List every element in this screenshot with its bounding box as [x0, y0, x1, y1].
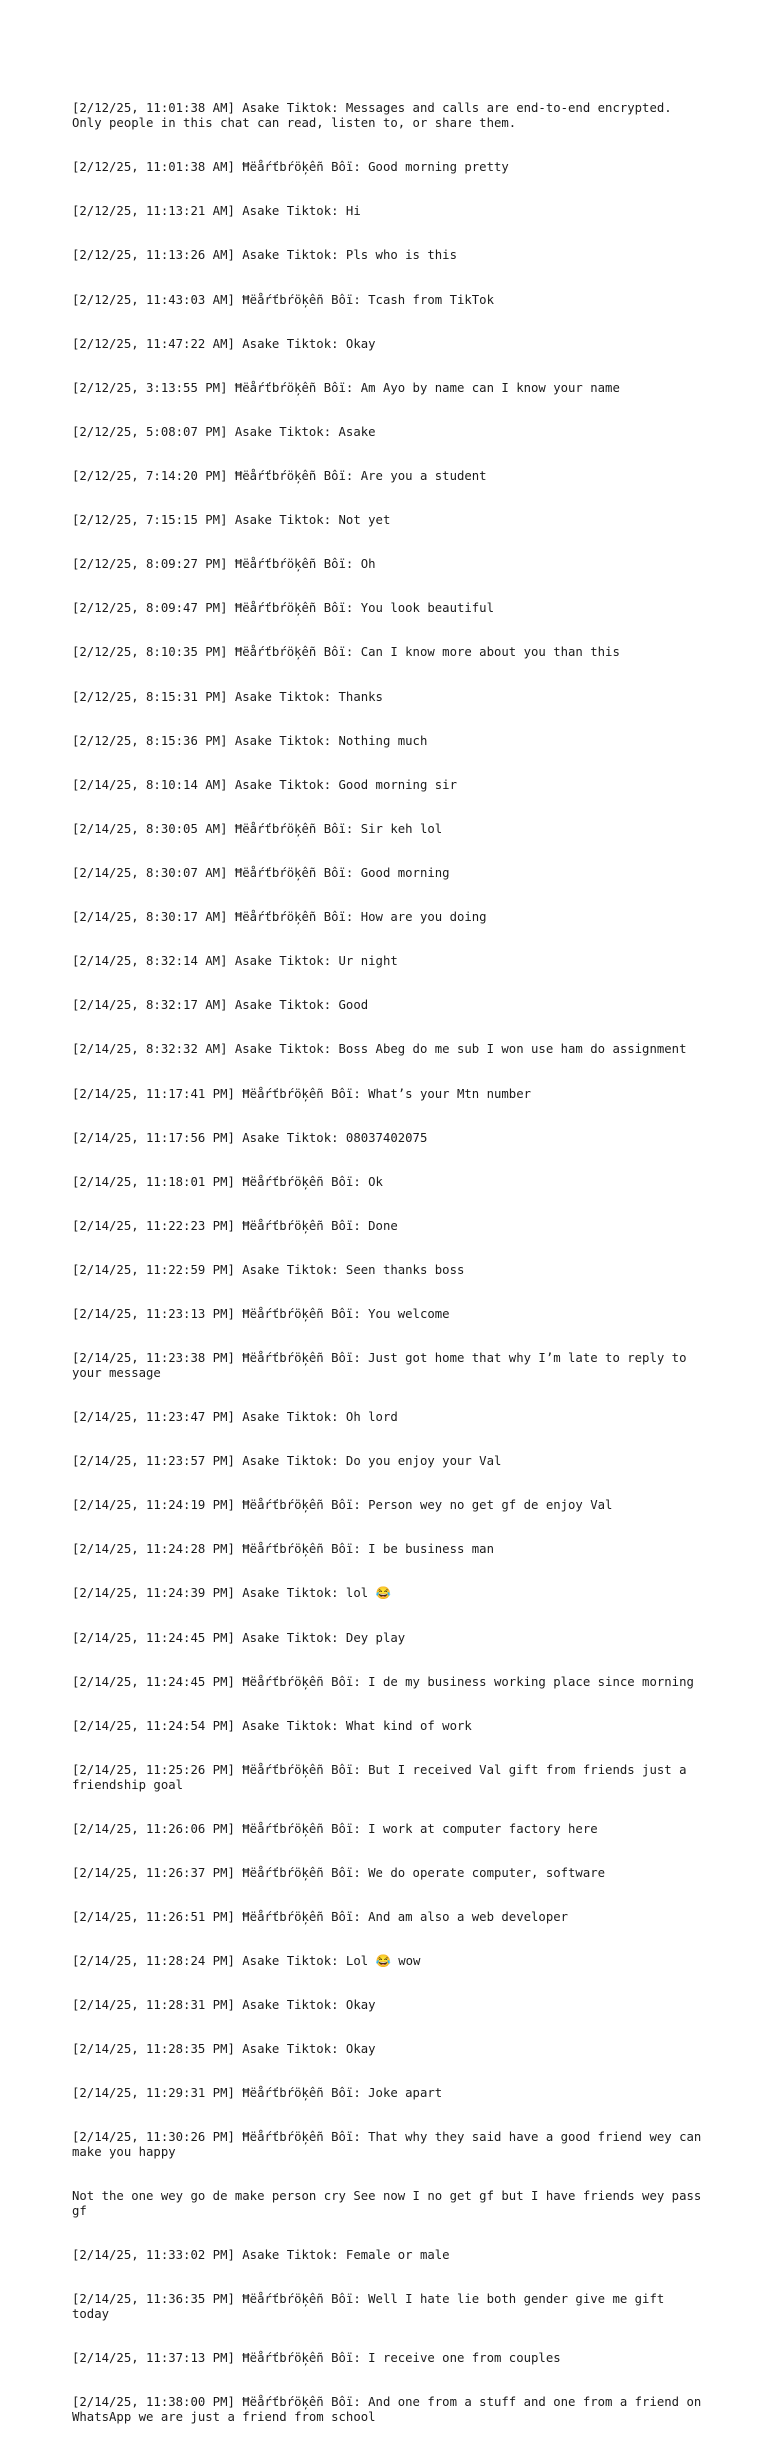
chat-line-18: [2/14/25, 8:30:07 AM] Ħëåŕťbŕöķêñ Bôï: Good morning — [72, 865, 450, 880]
chat-line-15: [2/12/25, 8:15:36 PM] Asake Tiktok: Nothing much — [72, 733, 428, 748]
chat-line-50: [2/14/25, 11:37:13 PM] Ħëåŕťbŕöķêñ Bôï: I receive one from couples — [72, 2350, 561, 2365]
chat-export-document — [72, 72, 709, 2439]
chat-line-30: [2/14/25, 11:23:47 PM] Asake Tiktok: Oh lord — [72, 1409, 398, 1424]
chat-line-38: [2/14/25, 11:25:26 PM] Ħëåŕťbŕöķêñ Bôï: But I received Val gift from friends just a friendship goal — [72, 1762, 694, 1792]
chat-line-16: [2/14/25, 8:10:14 AM] Asake Tiktok: Good morning sir — [72, 777, 457, 792]
chat-line-10: [2/12/25, 7:15:15 PM] Asake Tiktok: Not yet — [72, 513, 391, 528]
chat-line-14: [2/12/25, 8:15:31 PM] Asake Tiktok: Thanks — [72, 689, 383, 704]
chat-line-23: [2/14/25, 11:17:41 PM] Ħëåŕťbŕöķêñ Bôï: What’s your Mtn number — [72, 1086, 532, 1101]
chat-line-1: [2/12/25, 11:01:38 AM] Asake Tiktok: Messages and calls are end-to-end encrypted. Only people in this chat can read, listen to, or share them. — [72, 101, 680, 131]
chat-line-37: [2/14/25, 11:24:54 PM] Asake Tiktok: What kind of work — [72, 1718, 472, 1733]
chat-line-24: [2/14/25, 11:17:56 PM] Asake Tiktok: 08037402075 — [72, 1130, 428, 1145]
chat-line-47: Not the one wey go de make person cry See now I no get gf but I have friends wey pass gf — [72, 2189, 709, 2218]
chat-line-11: [2/12/25, 8:09:27 PM] Ħëåŕťbŕöķêñ Bôï: Oh — [72, 557, 376, 572]
chat-line-36: [2/14/25, 11:24:45 PM] Ħëåŕťbŕöķêñ Bôï: I de my business working place since morning — [72, 1674, 694, 1689]
chat-line-19: [2/14/25, 8:30:17 AM] Ħëåŕťbŕöķêñ Bôï: How are you doing — [72, 910, 487, 925]
chat-line-49: [2/14/25, 11:36:35 PM] Ħëåŕťbŕöķêñ Bôï: Well I hate lie both gender give me gift today — [72, 2292, 672, 2321]
chat-line-3: [2/12/25, 11:13:21 AM] Asake Tiktok: Hi — [72, 204, 361, 219]
chat-line-33: [2/14/25, 11:24:28 PM] Ħëåŕťbŕöķêñ Bôï: I be business man — [72, 1542, 494, 1557]
chat-line-42: [2/14/25, 11:28:24 PM] Asake Tiktok: Lol 😂 wow — [72, 1954, 421, 1968]
chat-line-46: [2/14/25, 11:30:26 PM] Ħëåŕťbŕöķêñ Bôï: That why they said have a good friend wey can make you happy — [72, 2130, 709, 2160]
chat-line-2: [2/12/25, 11:01:38 AM] Ħëåŕťbŕöķêñ Bôï: Good morning pretty — [72, 160, 509, 175]
chat-line-32: [2/14/25, 11:24:19 PM] Ħëåŕťbŕöķêñ Bôï: Person wey no get gf de enjoy Val — [72, 1498, 613, 1513]
chat-line-43: [2/14/25, 11:28:31 PM] Asake Tiktok: Okay — [72, 1998, 376, 2013]
chat-line-12: [2/12/25, 8:09:47 PM] Ħëåŕťbŕöķêñ Bôï: You look beautiful — [72, 601, 494, 616]
chat-line-6: [2/12/25, 11:47:22 AM] Asake Tiktok: Okay — [72, 336, 376, 351]
chat-line-35: [2/14/25, 11:24:45 PM] Asake Tiktok: Dey play — [72, 1630, 406, 1645]
chat-line-51: [2/14/25, 11:38:00 PM] Ħëåŕťbŕöķêñ Bôï: And one from a stuff and one from a friend on WhatsApp we are just a friend from school — [72, 2395, 709, 2424]
chat-line-34: [2/14/25, 11:24:39 PM] Asake Tiktok: lol 😂 — [72, 1586, 391, 1601]
chat-line-41: [2/14/25, 11:26:51 PM] Ħëåŕťbŕöķêñ Bôï: And am also a web developer — [72, 1909, 569, 1924]
chat-line-48: [2/14/25, 11:33:02 PM] Asake Tiktok: Female or male — [72, 2248, 450, 2263]
chat-line-40: [2/14/25, 11:26:37 PM] Ħëåŕťbŕöķêñ Bôï: We do operate computer, software — [72, 1865, 606, 1880]
chat-line-44: [2/14/25, 11:28:35 PM] Asake Tiktok: Okay — [72, 2042, 376, 2057]
chat-line-45: [2/14/25, 11:29:31 PM] Ħëåŕťbŕöķêñ Bôï: Joke apart — [72, 2086, 443, 2101]
chat-line-4: [2/12/25, 11:13:26 AM] Asake Tiktok: Pls who is this — [72, 248, 457, 263]
chat-line-39: [2/14/25, 11:26:06 PM] Ħëåŕťbŕöķêñ Bôï: I work at computer factory here — [72, 1821, 598, 1836]
chat-line-7: [2/12/25, 3:13:55 PM] Ħëåŕťbŕöķêñ Bôï: Am Ayo by name can I know your name — [72, 380, 620, 395]
chat-line-9: [2/12/25, 7:14:20 PM] Ħëåŕťbŕöķêñ Bôï: Are you a student — [72, 468, 487, 483]
chat-line-5: [2/12/25, 11:43:03 AM] Ħëåŕťbŕöķêñ Bôï: Tcash from TikTok — [72, 292, 494, 307]
chat-line-17: [2/14/25, 8:30:05 AM] Ħëåŕťbŕöķêñ Bôï: Sir keh lol — [72, 821, 443, 836]
chat-line-13: [2/12/25, 8:10:35 PM] Ħëåŕťbŕöķêñ Bôï: Can I know more about you than this — [72, 645, 620, 660]
chat-line-29: [2/14/25, 11:23:38 PM] Ħëåŕťbŕöķêñ Bôï: Just got home that why I’m late to reply to your message — [72, 1351, 694, 1380]
chat-line-20: [2/14/25, 8:32:14 AM] Asake Tiktok: Ur night — [72, 954, 398, 969]
chat-line-21: [2/14/25, 8:32:17 AM] Asake Tiktok: Good — [72, 998, 369, 1013]
chat-line-8: [2/12/25, 5:08:07 PM] Asake Tiktok: Asake — [72, 424, 376, 439]
chat-line-26: [2/14/25, 11:22:23 PM] Ħëåŕťbŕöķêñ Bôï: Done — [72, 1218, 398, 1233]
chat-line-28: [2/14/25, 11:23:13 PM] Ħëåŕťbŕöķêñ Bôï: You welcome — [72, 1307, 450, 1322]
chat-line-22: [2/14/25, 8:32:32 AM] Asake Tiktok: Boss Abeg do me sub I won use ham do assignment — [72, 1042, 687, 1057]
chat-line-25: [2/14/25, 11:18:01 PM] Ħëåŕťbŕöķêñ Bôï: Ok — [72, 1174, 383, 1189]
chat-line-31: [2/14/25, 11:23:57 PM] Asake Tiktok: Do you enjoy your Val — [72, 1454, 502, 1469]
chat-line-27: [2/14/25, 11:22:59 PM] Asake Tiktok: Seen thanks boss — [72, 1262, 465, 1277]
